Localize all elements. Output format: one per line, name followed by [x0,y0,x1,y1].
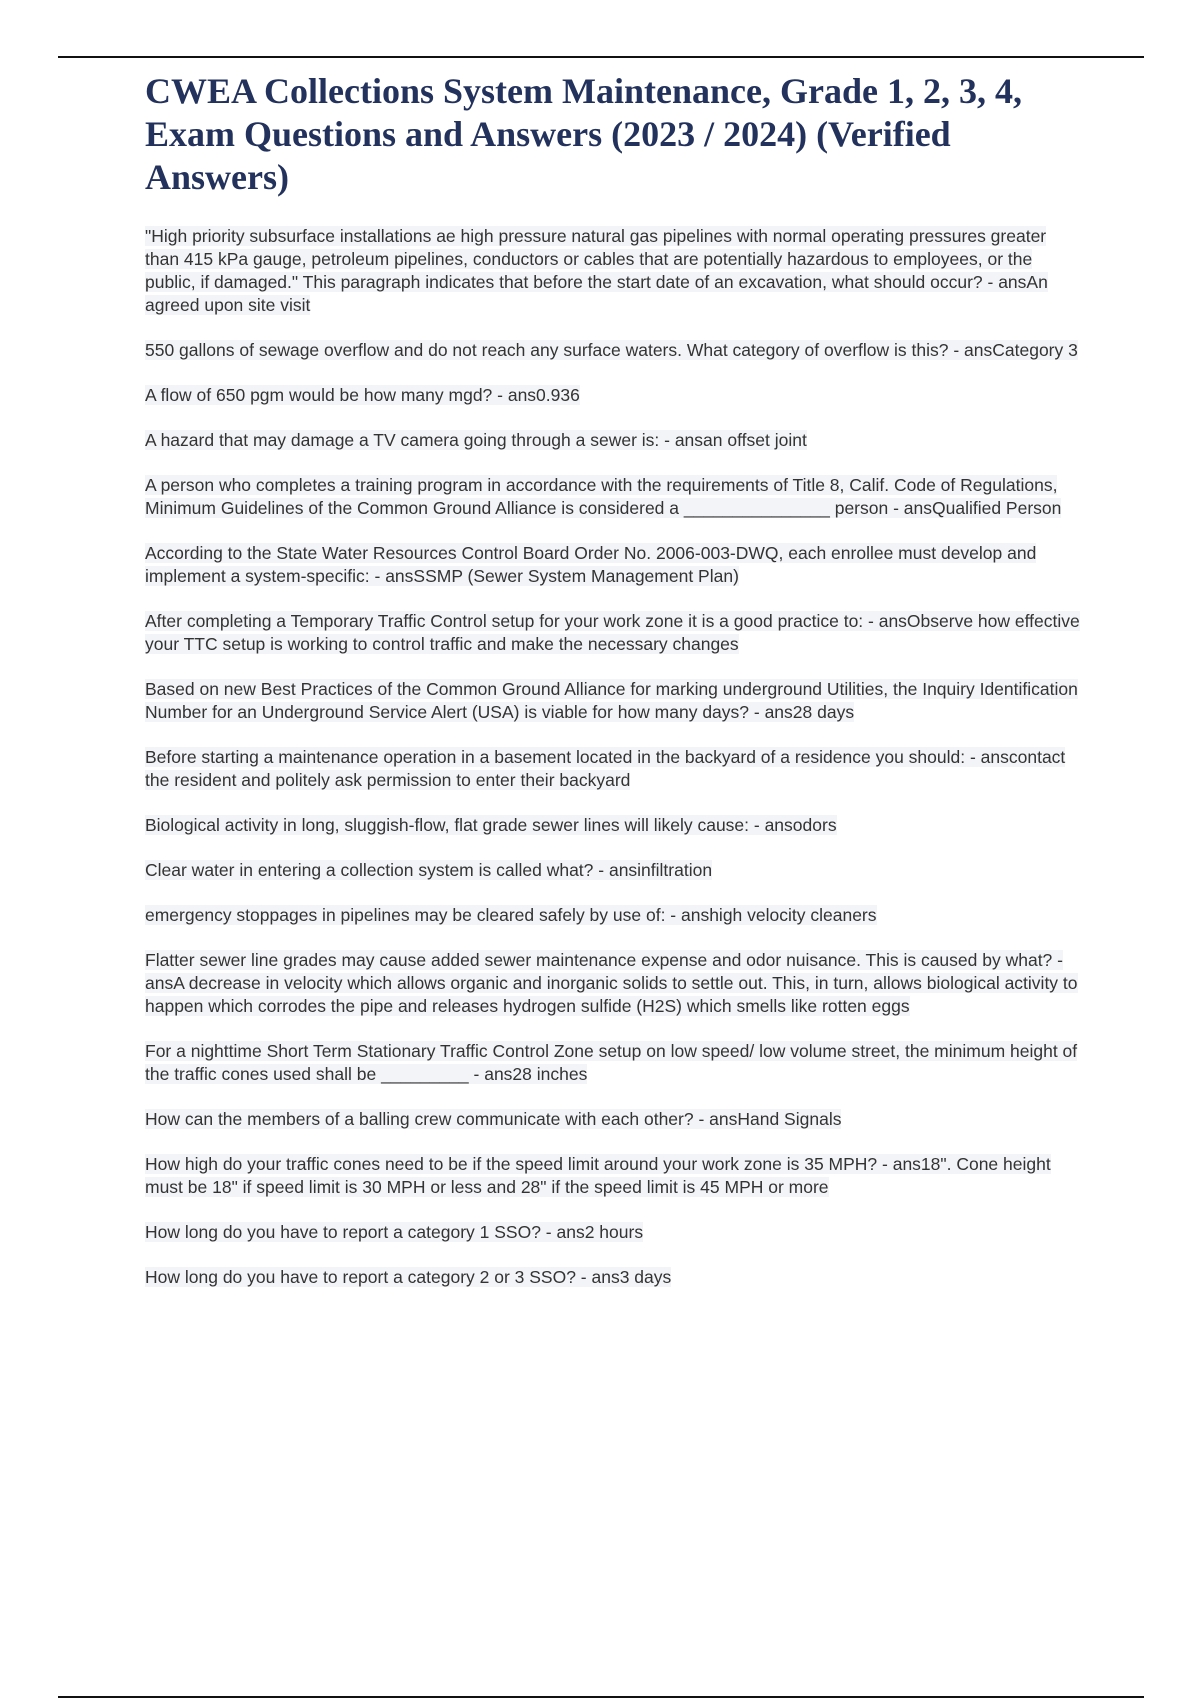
qa-item [145,678,1085,724]
document-title: CWEA Collections System Maintenance, Grade 1, 2, 3, 4, Exam Questions and Answers (2023 / 2024) (Verified Answers) [145,71,1022,197]
top-rule [58,56,1144,58]
qa-item [145,1108,1085,1131]
qa-text: Flatter sewer line grades may cause added sewer maintenance expense and odor nuisance. This is caused by what? - ansA decrease in velocity which allows organic and inorganic solids to settle out. This, in turn, allows biological activity to happen which corrodes the pipe and releases hydrogen sulfide (H2S) which smells like rotten eggs [145,950,1078,1016]
qa-item [145,474,1085,520]
qa-text: Clear water in entering a collection system is called what? - ansinfiltration [145,860,713,880]
qa-text: A person who completes a training program in accordance with the requirements of Title 8, Calif. Code of Regulations, Minimum Guidelines of the Common Ground Alliance is considered a _______________ person - ansQualified Person [145,475,1062,518]
qa-text: A hazard that may damage a TV camera going through a sewer is: - ansan offset joint [145,430,807,450]
qa-text: A flow of 650 pgm would be how many mgd? - ans0.936 [145,385,580,405]
qa-item [145,610,1085,656]
qa-text: According to the State Water Resources Control Board Order No. 2006-003-DWQ, each enrollee must develop and implement a system-specific: - ansSSMP (Sewer System Management Plan) [145,543,1037,586]
qa-text: After completing a Temporary Traffic Control setup for your work zone it is a good practice to: - ansObserve how effective your TTC setup is working to control traffic and make the necessary changes [145,611,1080,654]
qa-text: How long do you have to report a category 1 SSO? - ans2 hours [145,1222,644,1242]
qa-item [145,429,1085,452]
document-content [145,70,1085,1311]
qa-text: Biological activity in long, sluggish-flow, flat grade sewer lines will likely cause: - ansodors [145,815,837,835]
qa-item [145,225,1085,317]
qa-item [145,1153,1085,1199]
qa-item [145,339,1085,362]
qa-item [145,1040,1085,1086]
qa-text: Based on new Best Practices of the Common Ground Alliance for marking underground Utilities, the Inquiry Identification Number for an Underground Service Alert (USA) is viable for how many days? - ans28 days [145,679,1078,722]
qa-item [145,1266,1085,1289]
qa-text: 550 gallons of sewage overflow and do not reach any surface waters. What category of overflow is this? - ansCategory 3 [145,340,1078,360]
qa-item [145,384,1085,407]
qa-text: For a nighttime Short Term Stationary Traffic Control Zone setup on low speed/ low volume street, the minimum height of the traffic cones used shall be _________ - ans28 inches [145,1041,1078,1084]
bottom-rule [58,1696,1144,1698]
qa-item [145,746,1085,792]
qa-list [145,225,1085,1289]
qa-text: Before starting a maintenance operation in a basement located in the backyard of a residence you should: - anscontact the resident and politely ask permission to enter their backyard [145,747,1066,790]
qa-item [145,542,1085,588]
qa-text: How long do you have to report a category 2 or 3 SSO? - ans3 days [145,1267,672,1287]
qa-item [145,814,1085,837]
qa-text: How can the members of a balling crew communicate with each other? - ansHand Signals [145,1109,842,1129]
qa-item [145,904,1085,927]
qa-text: "High priority subsurface installations ae high pressure natural gas pipelines with normal operating pressures greater than 415 kPa gauge, petroleum pipelines, conductors or cables that are potentially hazardous to employees, or the public, if damaged." This paragraph indicates that before the start date of an excavation, what should occur? - ansAn agreed upon site visit [145,226,1048,315]
qa-item [145,949,1085,1018]
qa-text: How high do your traffic cones need to be if the speed limit around your work zone is 35 MPH? - ans18". Cone height must be 18" if speed limit is 30 MPH or less and 28" if the speed limit is 45 MPH or more [145,1154,1051,1197]
qa-item [145,859,1085,882]
qa-text: emergency stoppages in pipelines may be cleared safely by use of: - anshigh velocity cleaners [145,905,877,925]
qa-item [145,1221,1085,1244]
